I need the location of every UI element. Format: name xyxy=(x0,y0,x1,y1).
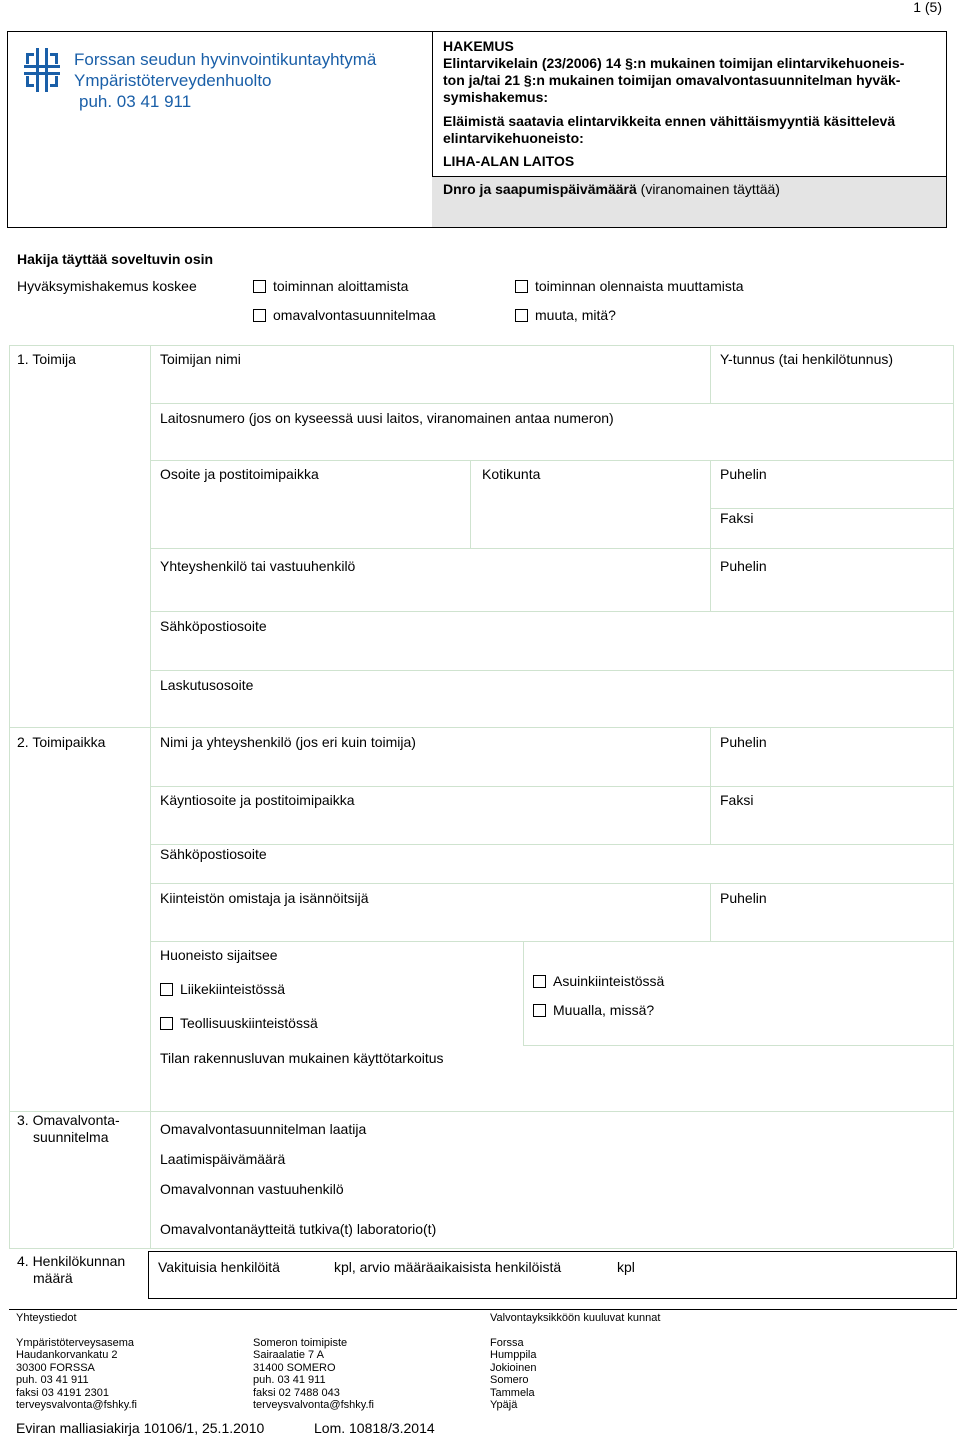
temporary-staff-field[interactable]: kpl, arvio määräaikaisista henkilöistä xyxy=(334,1259,562,1275)
plan-author-field[interactable]: Omavalvontasuunnitelman laatija xyxy=(160,1121,367,1137)
phone-field[interactable]: Puhelin xyxy=(720,466,767,482)
property-owner-field[interactable]: Kiinteistön omistaja ja isännöitsijä xyxy=(160,890,369,906)
site-email-field[interactable]: Sähköpostiosoite xyxy=(160,846,267,862)
org-phone: puh. 03 41 911 xyxy=(79,92,192,111)
municipalities-list: Forssa Humppila Jokioinen Somero Tammela Ypäjä xyxy=(490,1337,537,1412)
section2-title: 2. Toimipaikka xyxy=(17,734,106,750)
municipalities-heading: Valvontayksikköön kuuluvat kunnat xyxy=(490,1312,661,1324)
option-change[interactable]: toiminnan olennaista muuttamista xyxy=(515,278,744,295)
site-phone-field[interactable]: Puhelin xyxy=(720,734,767,750)
site-fax-field[interactable]: Faksi xyxy=(720,792,754,808)
office2-block: Someron toimipiste Sairaalatie 7 A 31400 SOMERO puh. 03 41 911 faksi 02 7488 043 terveysvalvonta@fshky.fi xyxy=(253,1337,375,1412)
dnro-note: (viranomainen täyttää) xyxy=(636,181,780,197)
operator-name-field[interactable]: Toimijan nimi xyxy=(160,351,241,367)
org-unit: Ympäristöterveydenhuolto xyxy=(74,71,272,90)
laboratory-field[interactable]: Omavalvontanäytteitä tutkiva(t) laboratorio(t) xyxy=(160,1221,437,1237)
option-start[interactable]: toiminnan aloittamista xyxy=(253,278,408,295)
facility-description-1: Eläimistä saatavia elintarvikkeita ennen vähittäismyyntiä käsittelevä xyxy=(443,113,896,129)
contact-phone-field[interactable]: Puhelin xyxy=(720,558,767,574)
billing-address-field[interactable]: Laskutusosoite xyxy=(160,677,254,693)
checkbox-icon[interactable] xyxy=(515,309,528,322)
checkbox-icon[interactable] xyxy=(253,309,266,322)
owner-phone-field[interactable]: Puhelin xyxy=(720,890,767,906)
template-reference: Eviran malliasiakirja 10106/1, 25.1.2010 xyxy=(16,1420,265,1436)
law-reference-1: Elintarvikelain (23/2006) 14 §:n mukainen toimijan elintarvikehuoneis- xyxy=(443,55,905,71)
section3-title: 3. Omavalvonta- suunnitelma xyxy=(17,1112,120,1145)
location-other[interactable]: Muualla, missä? xyxy=(533,1002,654,1019)
office1-email-link[interactable]: terveysvalvonta@fshky.fi xyxy=(16,1399,138,1412)
checkbox-icon[interactable] xyxy=(160,1017,173,1030)
location-residential[interactable]: Asuinkiinteistössä xyxy=(533,973,664,990)
contact-person-field[interactable]: Yhteyshenkilö tai vastuuhenkilö xyxy=(160,558,356,574)
checkbox-icon[interactable] xyxy=(160,983,173,996)
dnro-label: Dnro ja saapumispäivämäärä xyxy=(443,181,637,197)
contacts-heading: Yhteystiedot xyxy=(16,1312,77,1324)
email-field[interactable]: Sähköpostiosoite xyxy=(160,618,267,634)
checkbox-icon[interactable] xyxy=(533,1004,546,1017)
location-industrial[interactable]: Teollisuuskiinteistössä xyxy=(160,1015,318,1032)
instruction-text: Hakija täyttää soveltuvin osin xyxy=(17,251,214,267)
org-name: Forssan seudun hyvinvointikuntayhtymä xyxy=(74,50,377,69)
section1-title: 1. Toimija xyxy=(17,351,76,367)
fax-field[interactable]: Faksi xyxy=(720,510,754,526)
form-title: HAKEMUS xyxy=(443,38,514,54)
municipality-field[interactable]: Kotikunta xyxy=(482,466,541,482)
option-other[interactable]: muuta, mitä? xyxy=(515,307,616,324)
checkbox-icon[interactable] xyxy=(515,280,528,293)
address-field[interactable]: Osoite ja postitoimipaikka xyxy=(160,466,319,482)
office2-email-link[interactable]: terveysvalvonta@fshky.fi xyxy=(253,1399,375,1412)
visit-address-field[interactable]: Käyntiosoite ja postitoimipaikka xyxy=(160,792,355,808)
facility-description-2: elintarvikehuoneisto: xyxy=(443,130,584,146)
cross-logo-icon xyxy=(20,44,64,96)
concerns-label: Hyväksymishakemus koskee xyxy=(17,278,197,294)
option-plan[interactable]: omavalvontasuunnitelmaa xyxy=(253,307,436,324)
checkbox-icon[interactable] xyxy=(533,975,546,988)
page-number: 1 (5) xyxy=(913,0,942,15)
temporary-staff-unit: kpl xyxy=(617,1259,635,1275)
law-reference-2: ton ja/tai 21 §:n mukainen toimijan omavalvontasuunnitelman hyväk- xyxy=(443,72,901,88)
business-id-field[interactable]: Y-tunnus (tai henkilötunnus) xyxy=(720,351,894,367)
intended-use-field[interactable]: Tilan rakennusluvan mukainen käyttötarkoitus xyxy=(160,1050,444,1066)
facility-number-field[interactable]: Laitosnumero (jos on kyseessä uusi laitos, viranomainen antaa numeron) xyxy=(160,410,614,426)
law-reference-3: symishakemus: xyxy=(443,89,549,105)
site-name-field[interactable]: Nimi ja yhteyshenkilö (jos eri kuin toimija) xyxy=(160,734,416,750)
location-label: Huoneisto sijaitsee xyxy=(160,947,278,963)
plan-responsible-field[interactable]: Omavalvonnan vastuuhenkilö xyxy=(160,1181,344,1197)
footer-divider xyxy=(9,1309,957,1310)
checkbox-icon[interactable] xyxy=(253,280,266,293)
permanent-staff-field[interactable]: Vakituisia henkilöitä xyxy=(158,1259,280,1275)
location-commercial[interactable]: Liikekiinteistössä xyxy=(160,981,285,998)
office1-block: Ympäristöterveysasema Haudankorvankatu 2 30300 FORSSA puh. 03 41 911 faksi 03 4191 2301 terveysvalvonta@fshky.fi xyxy=(16,1337,138,1412)
facility-type: LIHA-ALAN LAITOS xyxy=(443,153,575,169)
section4-title: 4. Henkilökunnan määrä xyxy=(17,1253,126,1286)
document-reference: Lom. 10818/3.2014 xyxy=(314,1420,435,1436)
plan-date-field[interactable]: Laatimispäivämäärä xyxy=(160,1151,286,1167)
